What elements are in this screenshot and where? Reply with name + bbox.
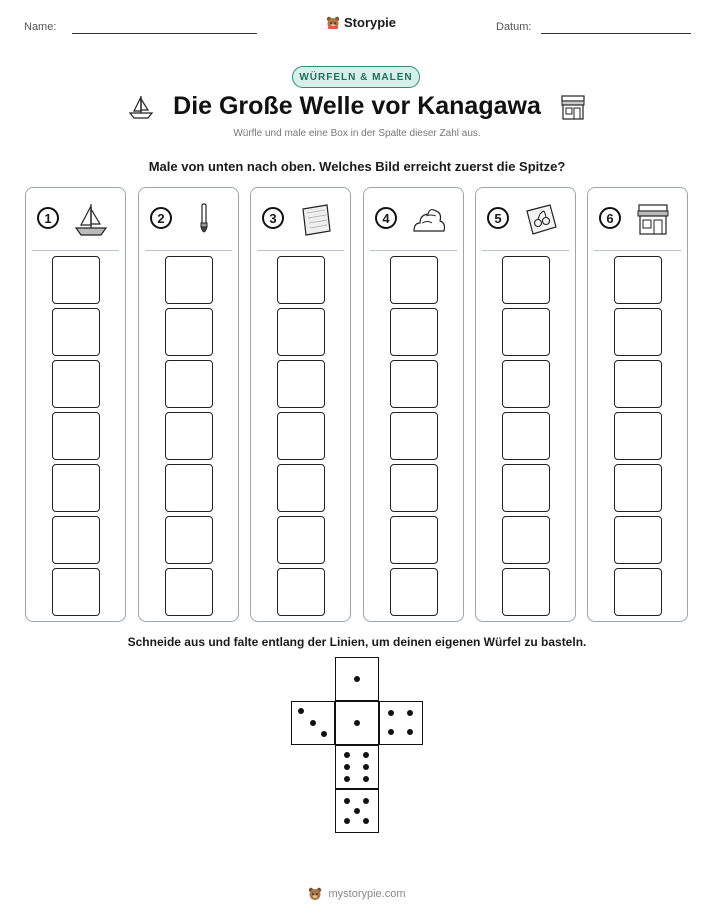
pip bbox=[354, 720, 360, 726]
color-box[interactable] bbox=[277, 516, 325, 564]
color-box[interactable] bbox=[502, 412, 550, 460]
dice-face-4 bbox=[379, 701, 423, 745]
color-box[interactable] bbox=[614, 412, 662, 460]
column-4 bbox=[363, 187, 464, 622]
activity-badge: WÜRFELN & MALEN bbox=[292, 66, 420, 88]
color-box[interactable] bbox=[390, 516, 438, 564]
pip bbox=[363, 818, 369, 824]
dice-face-1 bbox=[335, 657, 379, 701]
brand-logo bbox=[326, 15, 396, 30]
color-box[interactable] bbox=[52, 516, 100, 564]
date-label: Datum: bbox=[496, 21, 532, 33]
column-2 bbox=[138, 187, 239, 622]
color-box[interactable] bbox=[502, 308, 550, 356]
pip bbox=[344, 752, 350, 758]
color-box[interactable] bbox=[277, 360, 325, 408]
color-box[interactable] bbox=[165, 256, 213, 304]
cut-instruction: Schneide aus und falte entlang der Linien, um deinen eigenen Würfel zu basteln. bbox=[127, 635, 587, 649]
color-box[interactable] bbox=[165, 360, 213, 408]
color-box[interactable] bbox=[390, 412, 438, 460]
pip bbox=[363, 752, 369, 758]
coloring-instruction: Male von unten nach oben. Welches Bild erreicht zuerst die Spitze? bbox=[148, 159, 566, 174]
pip bbox=[344, 764, 350, 770]
storypie-bear-icon bbox=[326, 16, 340, 30]
color-box[interactable] bbox=[165, 516, 213, 564]
column-header bbox=[251, 188, 350, 250]
pip bbox=[298, 708, 304, 714]
column-number: 1 bbox=[37, 207, 59, 229]
column-divider bbox=[482, 250, 569, 251]
pip bbox=[388, 729, 394, 735]
sailboat-icon bbox=[72, 201, 110, 239]
color-box[interactable] bbox=[502, 256, 550, 304]
page-title: Die Große Welle vor Kanagawa bbox=[173, 92, 541, 120]
paintbrush-icon bbox=[185, 201, 223, 239]
color-box[interactable] bbox=[502, 568, 550, 616]
column-3 bbox=[250, 187, 351, 622]
color-box[interactable] bbox=[277, 308, 325, 356]
pip bbox=[388, 710, 394, 716]
pip bbox=[354, 808, 360, 814]
color-box[interactable] bbox=[502, 464, 550, 512]
footer bbox=[0, 887, 714, 901]
color-box[interactable] bbox=[614, 464, 662, 512]
column-number: 5 bbox=[487, 207, 509, 229]
name-label: Name: bbox=[24, 21, 57, 33]
pip bbox=[363, 776, 369, 782]
color-box[interactable] bbox=[165, 412, 213, 460]
color-box[interactable] bbox=[165, 464, 213, 512]
color-box[interactable] bbox=[277, 256, 325, 304]
color-box[interactable] bbox=[390, 256, 438, 304]
column-header bbox=[364, 188, 463, 250]
column-header bbox=[139, 188, 238, 250]
name-line[interactable] bbox=[72, 33, 257, 34]
column-number: 2 bbox=[150, 207, 172, 229]
color-box[interactable] bbox=[165, 568, 213, 616]
color-box[interactable] bbox=[614, 308, 662, 356]
color-box[interactable] bbox=[52, 256, 100, 304]
color-box[interactable] bbox=[502, 516, 550, 564]
column-6 bbox=[587, 187, 688, 622]
footer-url: mystorypie.com bbox=[328, 888, 406, 900]
pip bbox=[321, 731, 327, 737]
column-1 bbox=[25, 187, 126, 622]
pip bbox=[354, 676, 360, 682]
pip bbox=[310, 720, 316, 726]
color-box[interactable] bbox=[52, 464, 100, 512]
pip bbox=[407, 729, 413, 735]
dice-face-5 bbox=[335, 789, 379, 833]
column-number: 4 bbox=[375, 207, 397, 229]
title-market-stall-icon bbox=[558, 92, 588, 122]
color-box[interactable] bbox=[52, 568, 100, 616]
color-box[interactable] bbox=[390, 568, 438, 616]
brand-name: Storypie bbox=[344, 15, 397, 30]
paper-sheet-icon bbox=[297, 201, 335, 239]
market-stall-icon bbox=[634, 201, 672, 239]
column-5 bbox=[475, 187, 576, 622]
color-box[interactable] bbox=[614, 568, 662, 616]
pip bbox=[344, 776, 350, 782]
pip bbox=[344, 798, 350, 804]
column-number: 6 bbox=[599, 207, 621, 229]
column-header bbox=[476, 188, 575, 250]
column-header bbox=[26, 188, 125, 250]
cherry-box-icon bbox=[522, 201, 560, 239]
color-box[interactable] bbox=[165, 308, 213, 356]
color-box[interactable] bbox=[277, 568, 325, 616]
color-box[interactable] bbox=[277, 412, 325, 460]
dice-face-3 bbox=[291, 701, 335, 745]
color-box[interactable] bbox=[277, 464, 325, 512]
dice-face-6 bbox=[335, 745, 379, 789]
color-box[interactable] bbox=[502, 360, 550, 408]
column-divider bbox=[32, 250, 119, 251]
pip bbox=[363, 764, 369, 770]
column-divider bbox=[257, 250, 344, 251]
column-divider bbox=[145, 250, 232, 251]
storypie-bear-icon bbox=[308, 887, 322, 901]
dice-face-1b bbox=[335, 701, 379, 745]
pip bbox=[407, 710, 413, 716]
color-box[interactable] bbox=[614, 256, 662, 304]
column-number: 3 bbox=[262, 207, 284, 229]
column-divider bbox=[594, 250, 681, 251]
date-line[interactable] bbox=[541, 33, 691, 34]
page-subtitle: Würfle und male eine Box in der Spalte dieser Zahl aus. bbox=[233, 128, 481, 139]
color-box[interactable] bbox=[390, 308, 438, 356]
color-box[interactable] bbox=[52, 360, 100, 408]
column-header bbox=[588, 188, 687, 250]
wave-pile-icon bbox=[410, 201, 448, 239]
color-box[interactable] bbox=[390, 360, 438, 408]
column-divider bbox=[370, 250, 457, 251]
color-box[interactable] bbox=[52, 308, 100, 356]
pip bbox=[363, 798, 369, 804]
color-box[interactable] bbox=[614, 360, 662, 408]
color-box[interactable] bbox=[52, 412, 100, 460]
color-box[interactable] bbox=[614, 516, 662, 564]
color-box[interactable] bbox=[390, 464, 438, 512]
pip bbox=[344, 818, 350, 824]
